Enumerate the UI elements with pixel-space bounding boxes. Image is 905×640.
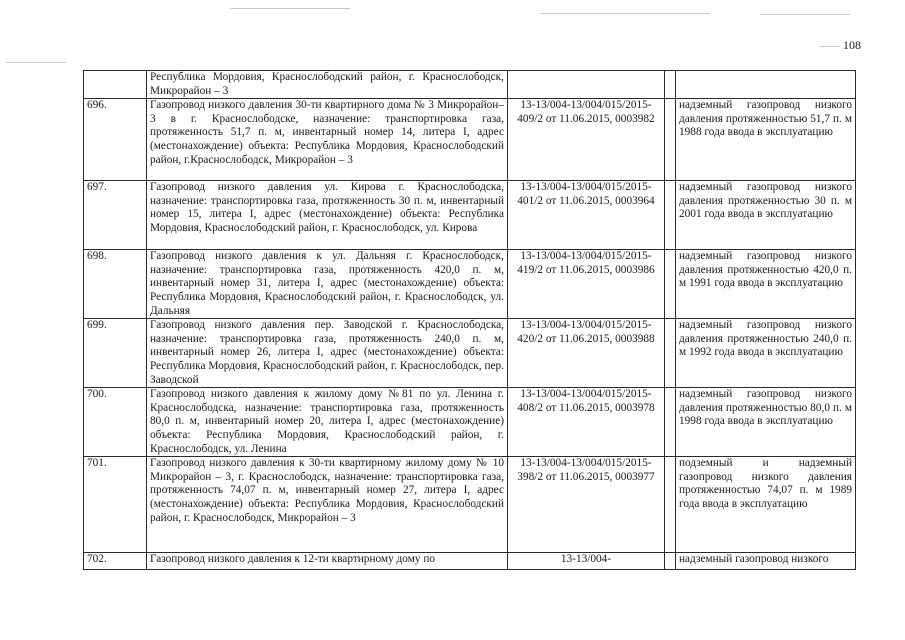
column-gap: [665, 553, 676, 570]
registration-record: 13-13/004-13/004/015/2015-408/2 от 11.06.2015, 0003978: [508, 388, 665, 457]
column-gap: [665, 250, 676, 319]
registration-record: 13-13/004-: [508, 553, 665, 570]
table-row: [84, 99, 856, 181]
object-description: Газопровод низкого давления к жилому дому №81 по ул. Ленина г. Краснослободска, назначение: транспортировка газа, протяженность 80,0 п. м, инвентарный номер 20, литера I, адрес (местонахождение) объекта: Республика Мордовия, Краснослободский район, г. Краснослободск, ул. Ленина: [147, 388, 508, 457]
registration-record: 13-13/004-13/004/015/2015-419/2 от 11.06.2015, 0003986: [508, 250, 665, 319]
scan-artifact-line: [820, 46, 840, 47]
object-characteristics: надземный газопровод низкого: [676, 553, 856, 570]
row-number: 700.: [84, 388, 147, 457]
property-registry-table: [83, 70, 856, 570]
registration-record: 13-13/004-13/004/015/2015-420/2 от 11.06.2015, 0003988: [508, 319, 665, 388]
column-gap: [665, 319, 676, 388]
object-characteristics: надземный газопровод низкого давления протяженностью 240,0 п. м 1992 года ввода в эксплуатацию: [676, 319, 856, 388]
object-description: Газопровод низкого давления к 30-ти квартирному жилому дому № 10 Микрорайон – 3, г. Краснослободск, назначение: транспортировка газа, протяженность 74,07 п. м, инвентарный номер 27, литера I, адрес (местонахождение) объекта: Республика Мордовия, Краснослободский район, г. Краснослободск, Микрорайон – 3: [147, 457, 508, 553]
object-description: Газопровод низкого давления ул. Кирова г. Краснослободска, назначение: транспортировка газа, протяженность 30 п. м, инвентарный номер 15, литера I, адрес (местонахождение) объекта: Республика Мордовия, Краснослободский район, г. Краснослободск, ул. Кирова: [147, 181, 508, 250]
table-row: [84, 181, 856, 250]
column-gap: [665, 99, 676, 181]
row-number: 696.: [84, 99, 147, 181]
registration-record: 13-13/004-13/004/015/2015-398/2 от 11.06.2015, 0003977: [508, 457, 665, 553]
row-number: 702.: [84, 553, 147, 570]
row-number: 699.: [84, 319, 147, 388]
table-row: [84, 250, 856, 319]
table-row: [84, 553, 856, 570]
object-characteristics: надземный газопровод низкого давления протяженностью 80,0 п. м 1998 года ввода в эксплуатацию: [676, 388, 856, 457]
object-characteristics: надземный газопровод низкого давления протяженностью 30 п. м 2001 года ввода в эксплуатацию: [676, 181, 856, 250]
registration-record: 13-13/004-13/004/015/2015-409/2 от 11.06.2015, 0003982: [508, 99, 665, 181]
table-row: [84, 71, 856, 99]
object-description: Газопровод низкого давления к 12-ти квартирному дому по: [147, 553, 508, 570]
table-row: [84, 457, 856, 553]
column-gap: [665, 388, 676, 457]
registration-record: 13-13/004-13/004/015/2015-401/2 от 11.06.2015, 0003964: [508, 181, 665, 250]
scan-artifact-line: [760, 14, 850, 15]
object-description: Республика Мордовия, Краснослободский район, г. Краснослободск, Микрорайон – 3: [147, 71, 508, 99]
row-number: 697.: [84, 181, 147, 250]
table-row: [84, 388, 856, 457]
column-gap: [665, 71, 676, 99]
object-characteristics: [676, 71, 856, 99]
object-description: Газопровод низкого давления 30-ти квартирного дома № 3 Микрорайон–3 в г. Краснослободске, назначение: транспортировка газа, протяженность 51,7 п. м, инвентарный номер 14, литера I, адрес (местонахождение) объекта: Республика Мордовия, Краснослободский район, г.Краснослободск, Микрорайон – 3: [147, 99, 508, 181]
object-characteristics: надземный газопровод низкого давления протяженностью 420,0 п. м 1991 года ввода в эксплуатацию: [676, 250, 856, 319]
object-characteristics: подземный и надземный газопровод низкого давления протяженностью 74,07 п. м 1989 года ввода в эксплуатацию: [676, 457, 856, 553]
scan-artifact-line: [540, 13, 710, 14]
scan-artifact-line: [230, 8, 350, 9]
row-number: 698.: [84, 250, 147, 319]
registration-record: [508, 71, 665, 99]
object-description: Газопровод низкого давления пер. Заводской г. Краснослободска, назначение: транспортировка газа, протяженность 240,0 п. м, инвентарный номер 26, литера I, адрес (местонахождение) объекта: Республика Мордовия, Краснослободский район, г. Краснослободск, пер. Заводской: [147, 319, 508, 388]
column-gap: [665, 181, 676, 250]
column-gap: [665, 457, 676, 553]
row-number: 701.: [84, 457, 147, 553]
row-number: [84, 71, 147, 99]
page-number: 108: [843, 38, 861, 52]
object-characteristics: надземный газопровод низкого давления протяженностью 51,7 п. м 1988 года ввода в эксплуатацию: [676, 99, 856, 181]
table-row: [84, 319, 856, 388]
object-description: Газопровод низкого давления к ул. Дальняя г. Краснослободск, назначение: транспортировка газа, протяженность 420,0 п. м, инвентарный номер 31, литера I, адрес (местонахождение) объекта: Республика Мордовия, Краснослободский район, г. Краснослободск, ул. Дальняя: [147, 250, 508, 319]
scan-artifact-line: [6, 62, 66, 63]
